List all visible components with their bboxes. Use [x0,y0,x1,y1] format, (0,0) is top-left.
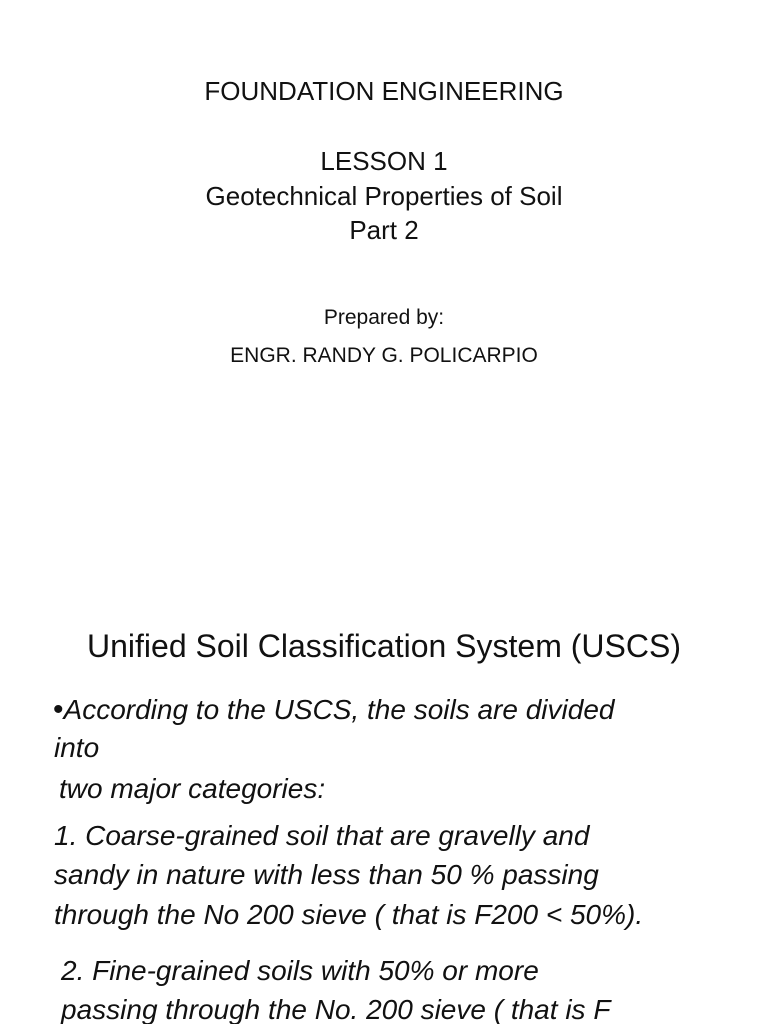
course-title: FOUNDATION ENGINEERING [204,76,564,106]
item2-line-2: passing through the No. 200 sieve ( that is F [61,994,611,1024]
item1-line-2: sandy in nature with less than 50 % passing [54,859,599,890]
intro-line-3: two major categories: [59,773,326,804]
bullet-intro [53,695,614,725]
prepared-by-label: Prepared by: [323,306,445,329]
author-name: ENGR. RANDY G. POLICARPIO [230,344,538,367]
uscs-slide [0,580,768,1024]
bullet-icon: • [53,693,64,726]
slide-title: Unified Soil Classification System (USCS) [87,628,681,664]
intro-line-2: into [54,732,100,763]
item1-line-1: 1. Coarse-grained soil that are gravelly and [54,820,590,851]
intro-line-1: According to the USCS, the soils are divided [63,694,615,725]
item2-line-1: 2. Fine-grained soils with 50% or more [61,955,539,986]
lesson-subtitle: Geotechnical Properties of Soil [205,181,563,211]
lesson-label: LESSON 1 [320,146,448,176]
item1-line-3: through the No 200 sieve ( that is F200 < 50%). [54,899,644,930]
part-label: Part 2 [349,215,419,245]
